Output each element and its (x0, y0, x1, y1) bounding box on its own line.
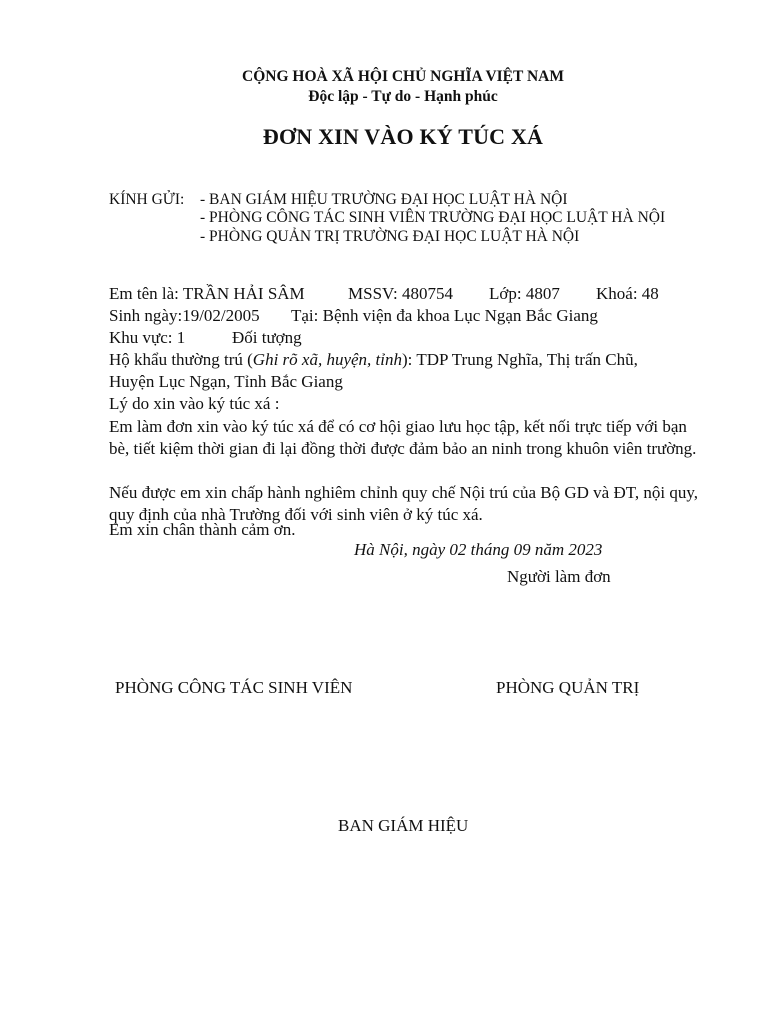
dob-label: Sinh ngày: (109, 306, 183, 325)
administration-signature: PHÒNG QUẢN TRỊ (496, 678, 640, 697)
residence-hint: Ghi rõ xã, huyện, tỉnh (252, 350, 402, 369)
mssv-value: 480754 (402, 284, 454, 303)
recipient-item: - PHÒNG CÔNG TÁC SINH VIÊN TRƯỜNG ĐẠI HỌC LUẬT HÀ NỘI (200, 209, 666, 226)
region-label: Khu vực: (109, 328, 173, 347)
pob-value: Bệnh viện đa khoa Lục Ngạn Bắc Giang (322, 306, 598, 325)
course-field (596, 284, 659, 304)
recipient-item: - BAN GIÁM HIỆU TRƯỜNG ĐẠI HỌC LUẬT HÀ NỘI (200, 191, 568, 208)
class-label: Lớp: (489, 284, 522, 303)
class-field (489, 284, 560, 304)
student-name-row (109, 284, 305, 304)
class-value: 4807 (525, 284, 560, 303)
reason-label: Lý do xin vào ký túc xá : (109, 394, 280, 413)
date-line: Hà Nội, ngày 02 tháng 09 năm 2023 (354, 540, 603, 559)
dob-field (109, 306, 260, 326)
region-value: 1 (176, 328, 186, 347)
student-name: TRẦN HẢI SÂM (182, 284, 305, 303)
dob-value: 19/02/2005 (182, 306, 260, 325)
student-affairs-signature: PHÒNG CÔNG TÁC SINH VIÊN (115, 678, 353, 697)
recipients-label: KÍNH GỬI: (109, 191, 185, 208)
pob-field (291, 306, 598, 326)
national-motto: Độc lập - Tự do - Hạnh phúc (308, 88, 498, 105)
region-field (109, 328, 185, 348)
pob-label: Tại: (291, 306, 319, 325)
document-title: ĐƠN XIN VÀO KÝ TÚC XÁ (262, 124, 544, 149)
residence-close: ): (402, 350, 413, 369)
mssv-label: MSSV: (348, 284, 398, 303)
residence-row (109, 350, 638, 370)
residence-label: Hộ khẩu thường trú ( (109, 350, 253, 369)
commitment-paragraph: Nếu được em xin chấp hành nghiêm chỉnh quy chế Nội trú của Bộ GD và ĐT, nội quy, quy định của nhà Trường đối với sinh viên ở ký túc xá. (109, 483, 698, 524)
course-value: 48 (641, 284, 659, 303)
target-label: Đối tượng (232, 328, 302, 347)
residence-value-line2: Huyện Lục Ngạn, Tỉnh Bắc Giang (109, 372, 343, 391)
applicant-label: Người làm đơn (507, 567, 611, 586)
mssv-field (348, 284, 453, 304)
reason-paragraph: Em làm đơn xin vào ký túc xá để có cơ hội giao lưu học tập, kết nối trực tiếp với bạn bè, tiết kiệm thời gian đi lại đồng thời được đảm bảo an ninh trong khuôn viên trường. (109, 417, 697, 458)
national-title: CỘNG HOÀ XÃ HỘI CHỦ NGHĨA VIỆT NAM (242, 68, 564, 85)
recipient-item: - PHÒNG QUẢN TRỊ TRƯỜNG ĐẠI HỌC LUẬT HÀ NỘI (200, 228, 580, 245)
course-label: Khoá: (596, 284, 638, 303)
thanks-line: Em xin chân thành cảm ơn. (109, 520, 296, 539)
residence-value-line1: TDP Trung Nghĩa, Thị trấn Chũ, (416, 350, 638, 369)
board-signature: BAN GIÁM HIỆU (338, 816, 469, 835)
name-label: Em tên là: (109, 284, 179, 303)
